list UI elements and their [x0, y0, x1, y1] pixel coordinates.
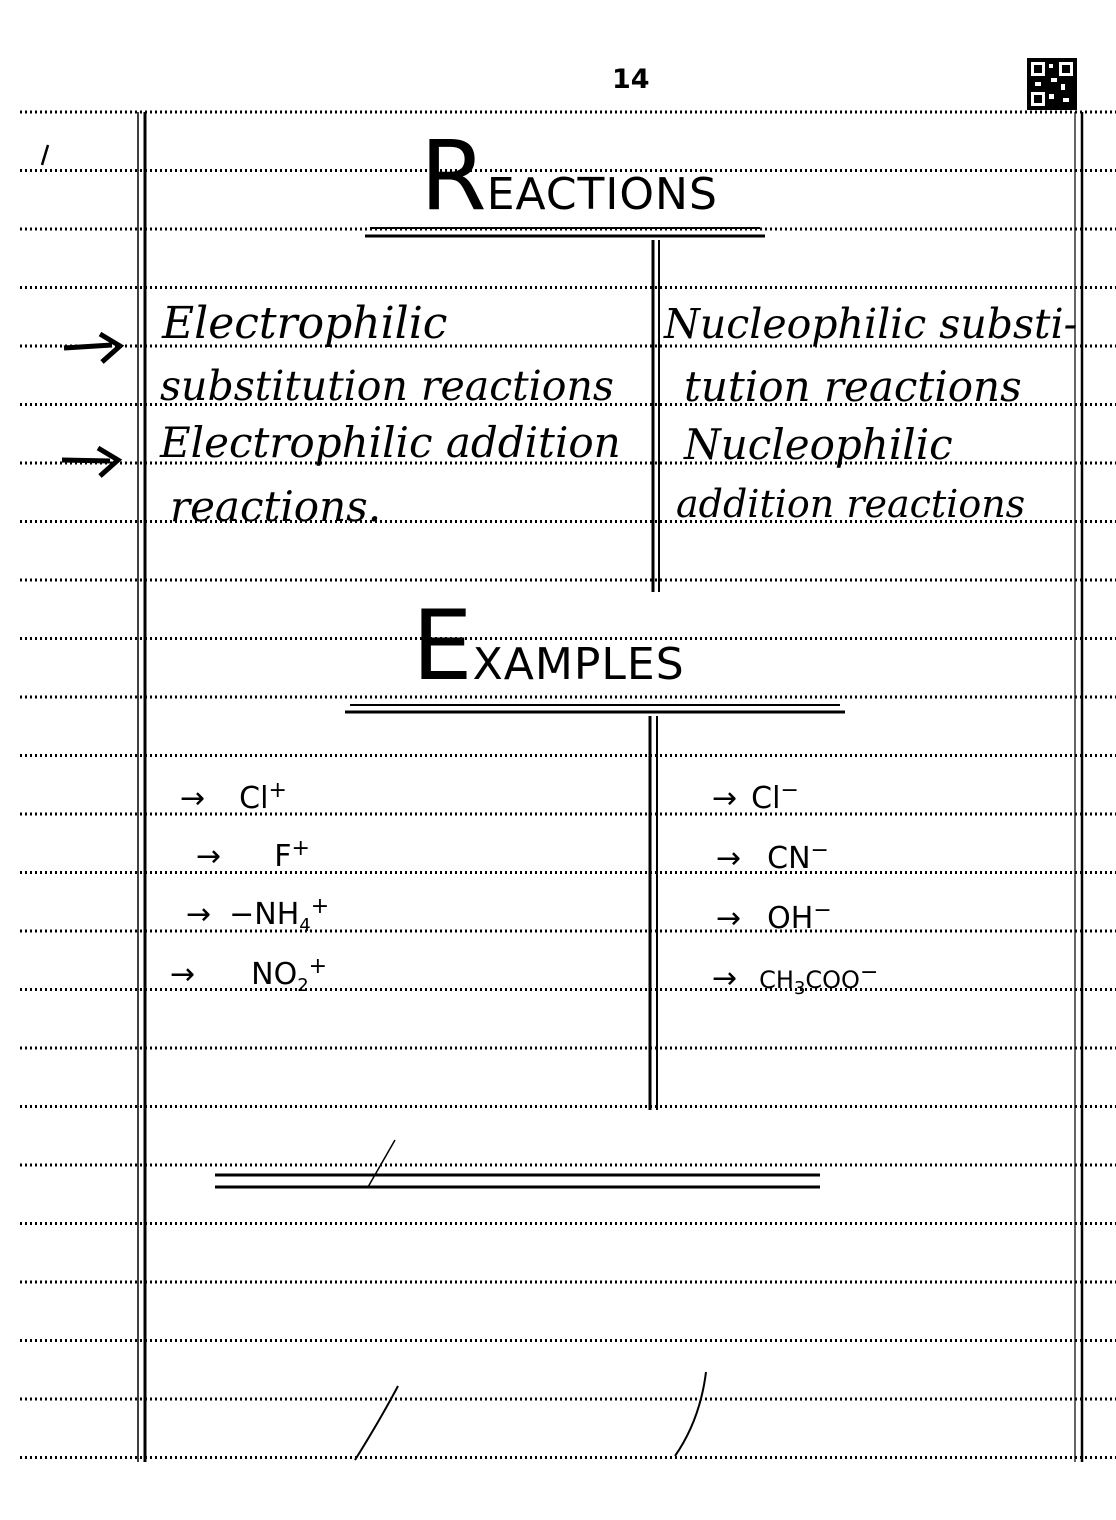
arrow-icon: → [196, 839, 222, 874]
arrow-icon: → [716, 901, 742, 936]
arrow-marker-icon [62, 330, 126, 366]
nucleophile-example: → $CH_3COO^-$ [712, 960, 879, 999]
page-number: 14 [612, 64, 650, 95]
arrow-icon: → [712, 781, 738, 816]
arrow-icon: → [712, 961, 738, 996]
electrophile-example: → F+ [196, 836, 310, 874]
electrophilic-substitution-line1: Electrophilic [162, 298, 448, 349]
arrow-icon: → [186, 897, 212, 932]
electrophile-example: → $-NH_4^+$ [186, 894, 330, 936]
reactions-heading: REACTIONS [420, 120, 718, 232]
electrophile-example: → Cl+ [180, 778, 287, 816]
arrow-icon: → [180, 781, 206, 816]
diagonal-stroke-left [355, 1386, 398, 1460]
diagonal-stroke-right [675, 1372, 706, 1456]
nucleophilic-substitution-line2: tution reactions [684, 362, 1022, 411]
examples-heading: EXAMPLES [412, 590, 685, 702]
arrow-icon: → [716, 841, 742, 876]
electrophilic-addition-line1: Electrophilic addition [160, 418, 621, 467]
electrophilic-substitution-line2: substitution reactions [160, 362, 614, 410]
nucleophilic-addition-line2: addition reactions [676, 482, 1026, 526]
arrow-icon: → [170, 957, 196, 992]
qr-code-icon [1027, 58, 1077, 110]
nucleophile-example: → OH− [716, 898, 832, 936]
electrophile-example: → $NO_2^+$ [170, 954, 328, 996]
nucleophile-example: → Cl− [712, 778, 799, 816]
nucleophilic-addition-line1: Nucleophilic [684, 420, 953, 469]
nucleophilic-substitution-line1: Nucleophilic substi- [664, 300, 1078, 348]
arrow-marker-icon [60, 444, 124, 480]
electrophilic-addition-line2: reactions. [170, 482, 382, 531]
nucleophile-example: → CN− [716, 838, 829, 876]
